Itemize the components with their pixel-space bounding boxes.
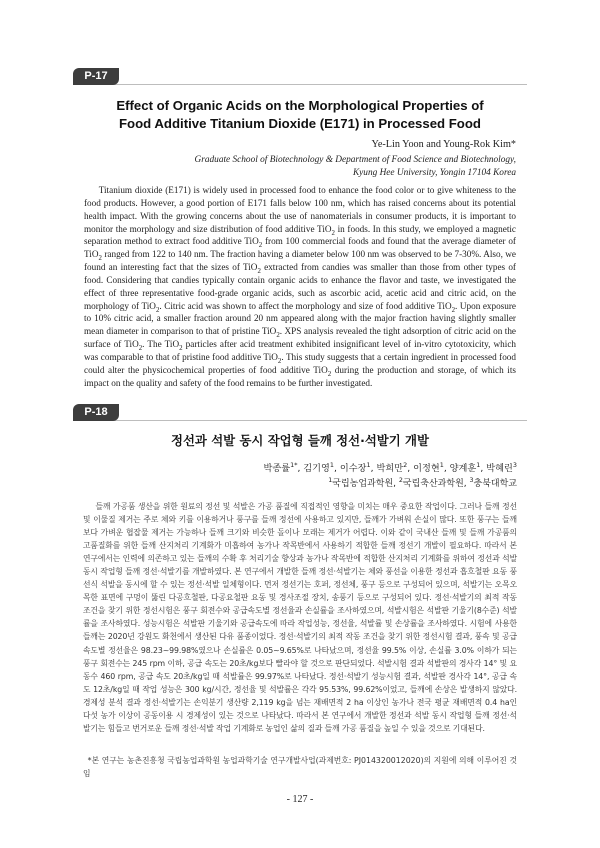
title-line-2: Food Additive Titanium Dioxide (E171) in Processed Food	[119, 116, 481, 131]
acknowledgement-ko: *본 연구는 농촌진흥청 국립농업과학원 농업과학기술 연구개발사업(과제번호: PJ014320012020)의 지원에 의해 이루어진 것임	[83, 756, 517, 779]
abstract-tag-p18: P-18	[73, 404, 119, 421]
affiliation-ko: $^1$국립농업과학원, $^2$국립축산과학원, $^3$충북대학교	[328, 477, 517, 489]
authors-ko: 박종률$^{1*}$, 김기영$^1$, 이수장$^1$, 박희만$^2$, 이정현$^1$, 양계훈$^1$, 박혜린$^3$	[263, 460, 517, 474]
affiliation: 국립농업과학원	[332, 479, 394, 489]
abstract-title-en	[100, 97, 500, 133]
authors-en: Ye-Lin Yoon and Young-Rok Kim*	[371, 139, 516, 150]
author: 김기영	[303, 463, 330, 474]
title-line-1: Effect of Organic Acids on the Morphological Properties of	[116, 98, 484, 113]
affiliation-en	[195, 154, 516, 180]
affiliation-line-2: Kyung Hee University, Yongin 17104 Korea	[352, 168, 516, 178]
author: 이수장	[339, 463, 367, 474]
section-rule-middle	[73, 420, 527, 421]
abstract-tag-p17: P-17	[73, 68, 119, 85]
affiliation: 충북대학교	[473, 479, 517, 489]
author: 양계훈	[449, 463, 477, 474]
author: 이정현	[413, 463, 440, 474]
abstract-body-en: Titanium dioxide (E171) is widely used in processed food to enhance the food color or to give whiteness to the food products. However, a good portion of E171 falls below 100 nm, which has raised concerns about its potential health impact. With the growing concerns about the use of nanomaterials in consumer products, it is important to monitor the morphology and size distribution of food additive TiO$_2$ in foods. In this study, we employed a magnetic separation method to extract food additive TiO$_2$ from 100 commercial foods and found that the average diameter of TiO$_2$ ranged from 122 to 140 nm. The fraction having a diameter below 100 nm was observed to be 7-30%. Also, we found an interesting fact that the sizes of TiO$_2$ extracted from candies was smaller than those from other types of food. Considering that candies typically contain organic acids to enhance the flavor and taste, we investigated the effect of three representative food-grade organic acids, such as ascorbic acid, acetic acid and citric acid, on the morphology of TiO$_2$. Citric acid was shown to affect the morphology and size of food additive TiO$_2$. Upon exposure to 10% citric acid, a smaller fraction around 20 nm appeared along with the major fraction having slightly smaller mean diameter in comparison to that of pristine TiO$_2$. XPS analysis revealed the tight adsorption of citric acid on the surface of TiO$_2$. The TiO$_2$ particles after acid treatment exhibited insignificant level of in-vitro cytotoxicity, which was comparable to that of pristine food additive TiO$_2$. This study suggests that a certain ingredient in processed food could alter the physicochemical properties of food additive TiO$_2$ during the production and storage, of which its impact on the quality and safety of the food remains to be further investigated.	[84, 185, 517, 388]
section-rule-top	[73, 84, 527, 85]
affiliation-line-1: Graduate School of Biotechnology & Department of Food Science and Biotechnology,	[194, 155, 516, 165]
author: 박혜린	[486, 463, 513, 474]
affiliation: 국립축산과학원	[402, 479, 464, 489]
abstract-body-ko: 들깨 가공품 생산을 위한 원료의 정선 및 석발은 가공 품질에 직접적인 영향을 미치는 매우 중요한 작업이다. 그러나 들깨 정선 및 이물질 제거는 주로 체와 키를 이용하거나 풍구를 들깨 정선에 사용하고 있지만, 들깨가 가벼워 손실이 많다. 또한 풍구는 들깨보다 가벼운 협잡물 제거는 가능하나 들깨 크기와 비슷한 돌이나 모래는 제거가 어렵다. 이와 같이 국내산 들깨 및 들깨 가공품의 고품질화를 위한 들깨 산지처리 기계화가 미흡하여 농가나 작목반에서 사용하기 적합한 들깨 정선기 개발이 필요하다. 따라서 본 연구에서는 인력에 의존하고 있는 들깨의 수확 후 처리기술 향상과 농가나 작목반에 적합한 산지처리 기계화를 위하여 정선과 석발 동시 작업형 들깨 정선·석발기를 개발하였다. 본 연구에서 개발한 들깨 정선·석발기는 체와 풍선을 이용한 정선과 흡흐철판 요동 풍선식 석발을 동시에 할 수 있는 정선·석발 일체형이다. 먼저 정선기는 호퍼, 정선체, 풍구 등으로 구성되어 있으며, 석발기는 오목오목한 표면에 구멍이 뚫린 다공흐철판, 다공요철판 요동 및 경사조절 장치, 송풍기 등으로 구성되어 있다. 정선·석발기의 최적 작동 조건을 찾기 위한 정선시험은 풍구 회전수와 공급속도별 정선율과 손실률을 조사하였으며, 석발시험은 석발판 기울기(8수준) 석발률을 조사하였다. 성능시험은 석발판 기울기와 공급속도에 따라 작업성능, 정선율, 석발률 및 손상률을 조사하였다. 시험에 사용한 들깨는 2020년 강원도 화천에서 생산된 다유 품종이었다. 정선·석발기의 최적 작동 조건을 찾기 위한 정선시험 결과, 풍속 및 공급 속도별 정선율은 98.23~99.98%였으나 손실률은 0.05~9.65%로 나타났으며, 정선율 99.5% 이상, 손실률 3.0% 이하가 되는 풍구 회전수는 245 rpm 이하, 공급 속도는 20초/kg보다 빨라야 할 것으로 판단되었다. 석발시험 결과 석발판의 경사각 14° 및 요동수 460 rpm, 공급 속도 20초/kg일 때 석발률은 99.97%로 나타났다. 정선·석발기 성능시험 결과, 석발판 경사각 14°, 공급 속도 12초/kg일 때 작업 성능은 300 kg/시간, 정선율 및 석발률은 각각 95.53%, 99.62%이었고, 들깨에 손상은 발생하지 않았다. 경제성 분석 결과 정선·석발기는 손익분기 생산량 2,119 kg을 넘는 재배면적 2 ha 이상인 농가나 전국 평균 재배면적 0.4 ha인 다섯 농가 이상이 공동이용 시 경제성이 있는 것으로 나타났다. 따라서 본 연구에서 개발한 정선과 석발 동시 작업형 들깨 정선·석발기는 힘들고 번거로운 들깨 정선·석발 작업 기계화로 농업인 삶의 질과 들깨 가공 품질을 높일 수 있을 것으로 기대된다.	[83, 502, 517, 733]
author: 박종률	[263, 463, 291, 474]
abstract-title-ko: 정선과 석발 동시 작업형 들깨 정선·석발기 개발	[170, 433, 429, 448]
page-number: - 127 -	[286, 794, 314, 805]
author: 박희만	[376, 463, 404, 474]
